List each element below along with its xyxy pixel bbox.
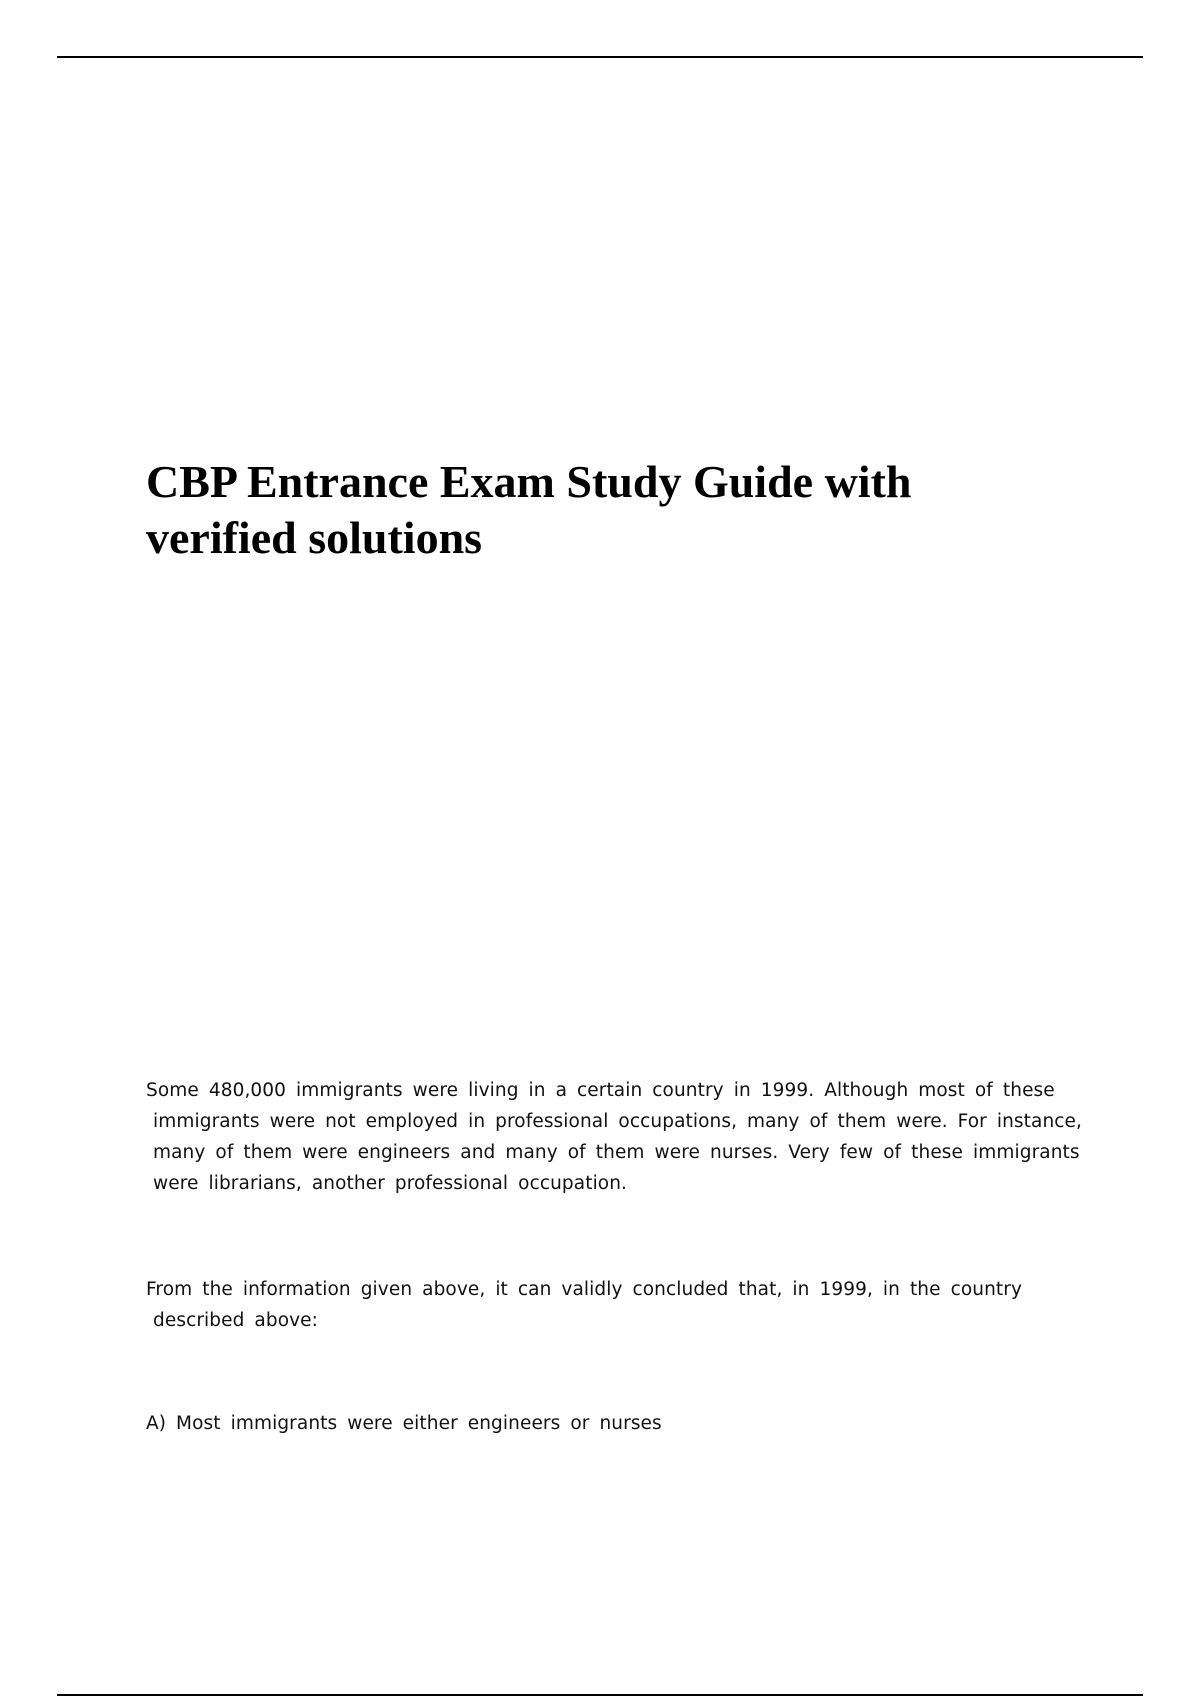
passage-line: many of them were engineers and many of them were nurses. Very few of these immigrants [153,1142,1080,1163]
question-line: From the information given above, it can validly concluded that, in 1999, in the country [146,1279,1023,1300]
title-line: verified solutions [146,512,483,563]
passage-line: immigrants were not employed in professional occupations, many of them were. For instance, [153,1111,1083,1132]
bottom-rule [57,1694,1143,1696]
top-rule [57,56,1143,58]
passage-line: were librarians, another professional occupation. [153,1173,628,1194]
question-stem [146,1274,1022,1336]
passage-paragraph [146,1075,1082,1199]
title-line: CBP Entrance Exam Study Guide with [146,456,912,507]
passage-line: Some 480,000 immigrants were living in a certain country in 1999. Although most of these [146,1080,1055,1101]
document-title [146,454,1046,566]
option-text: A) Most immigrants were either engineers or nurses [146,1413,662,1434]
answer-option-a [146,1408,662,1439]
question-line: described above: [153,1310,318,1331]
